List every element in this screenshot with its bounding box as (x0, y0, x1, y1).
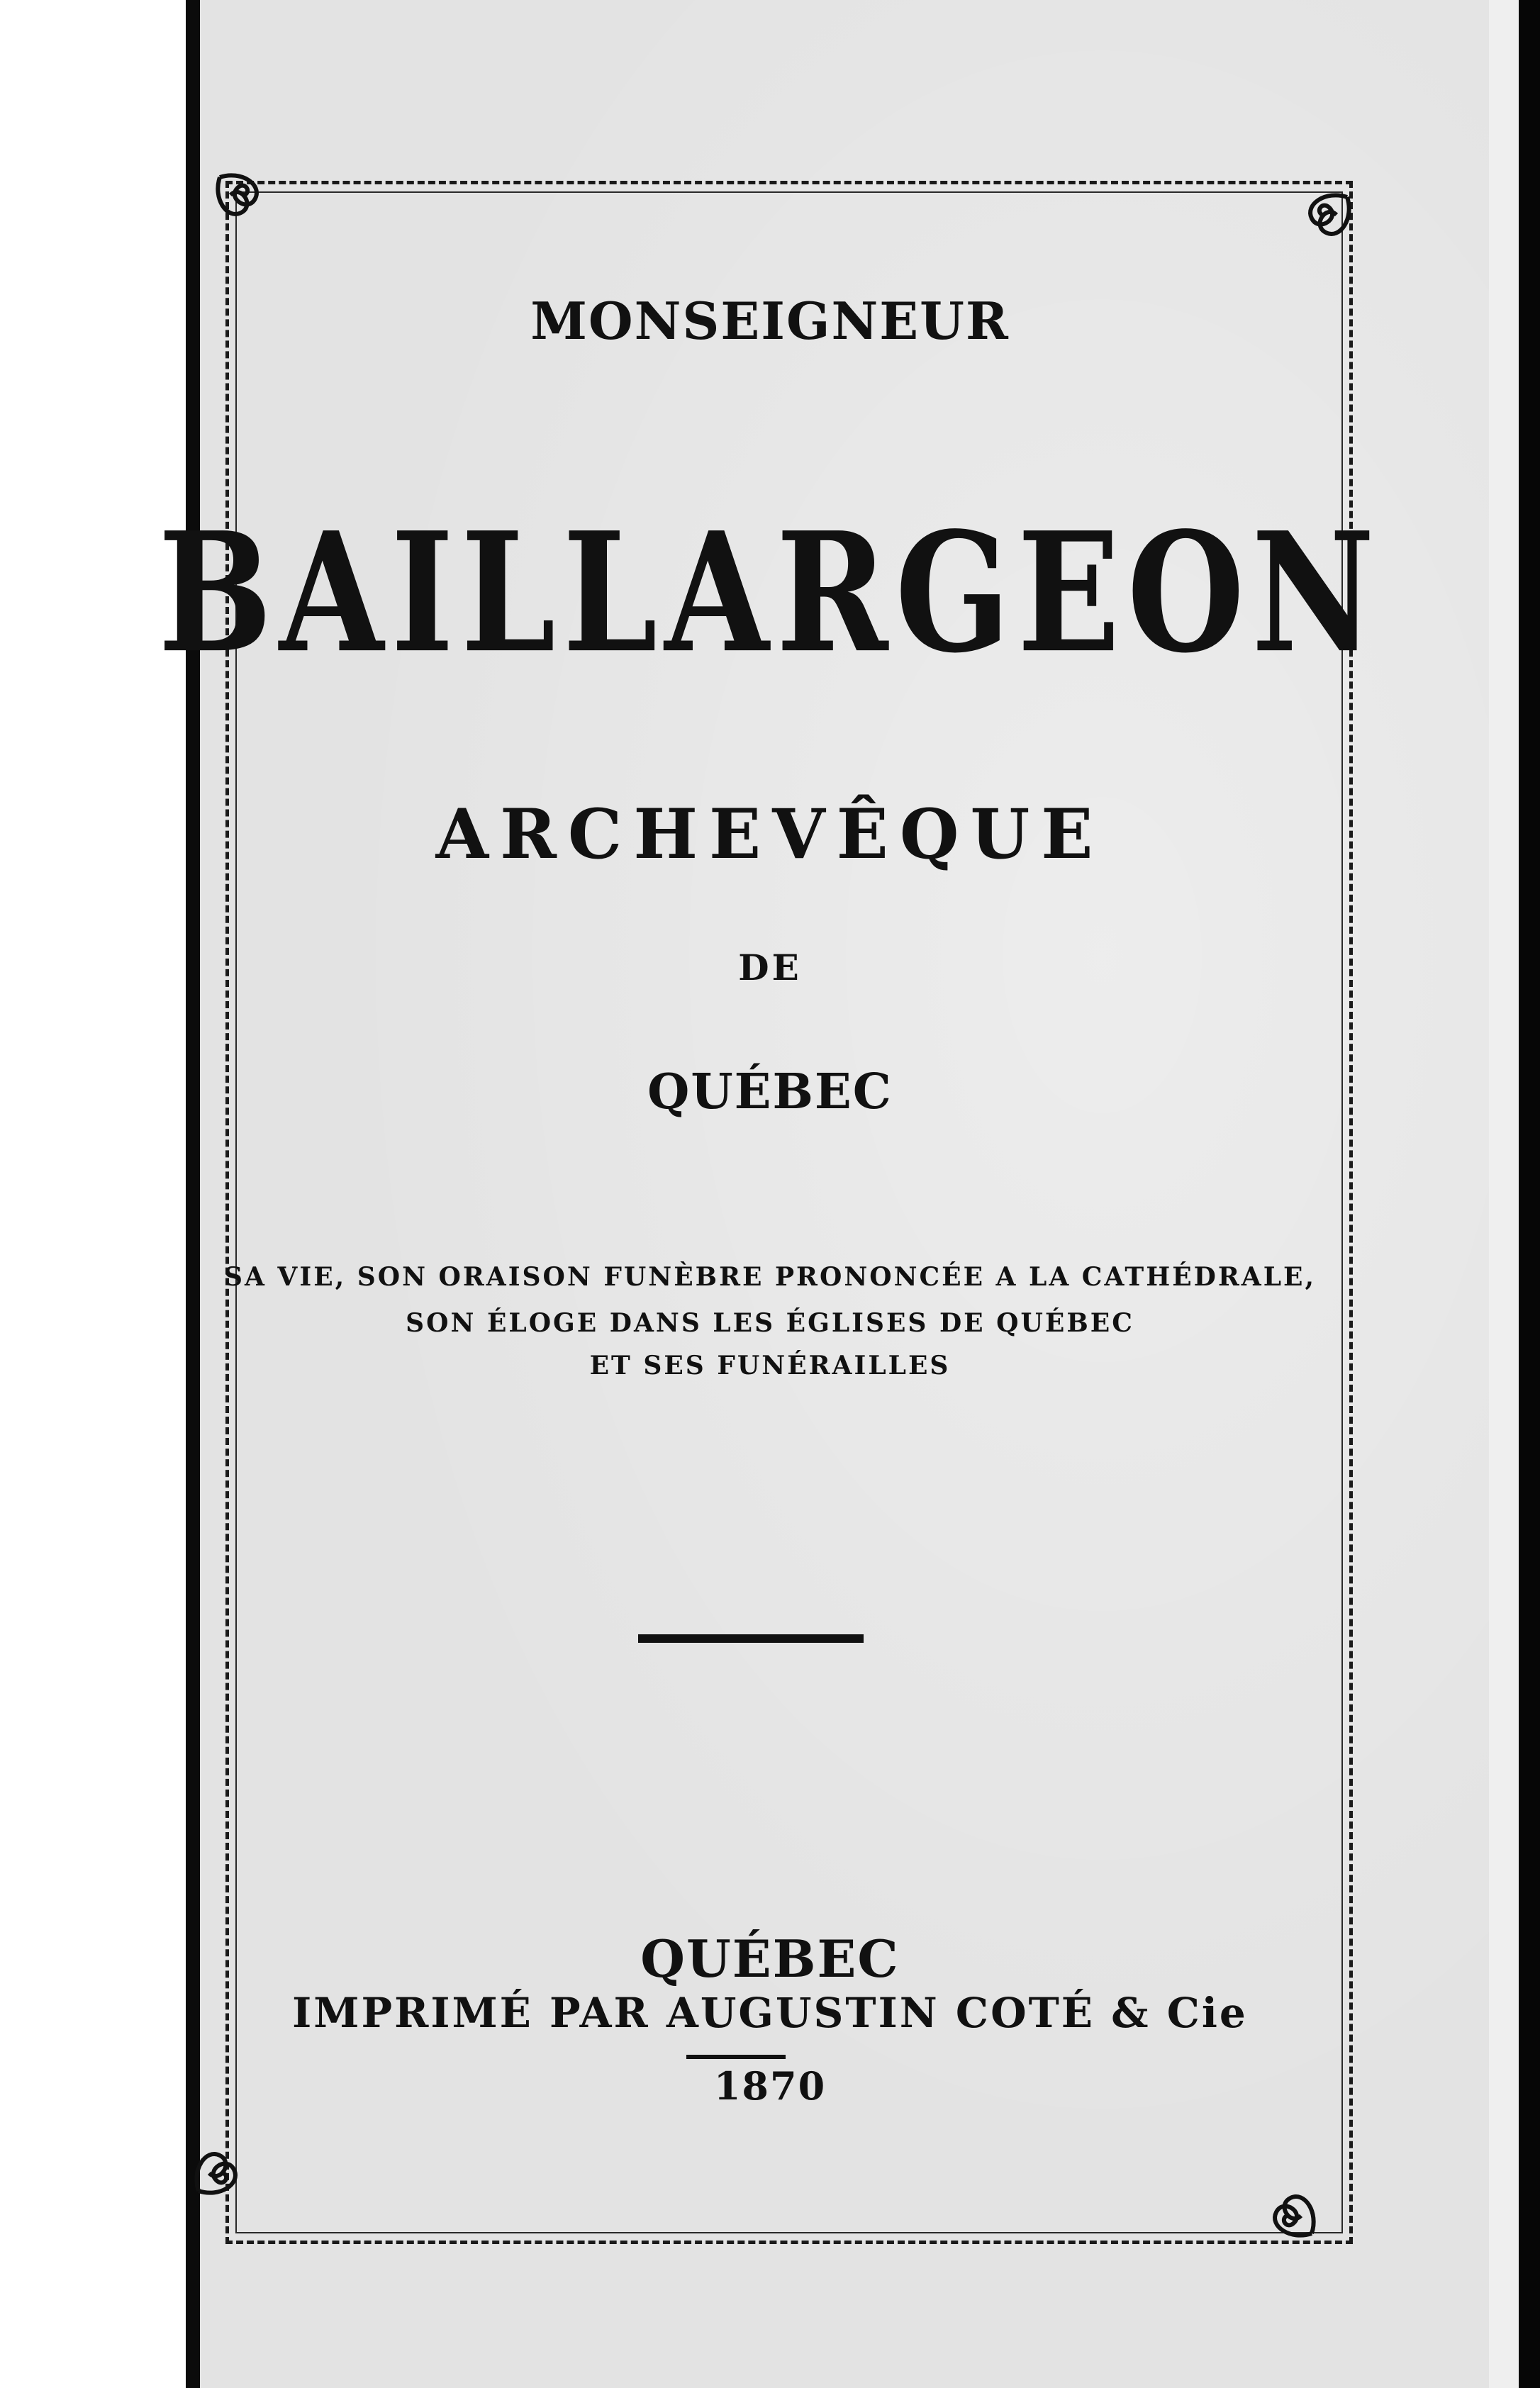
subtitle-line: ET SES FUNÉRAILLES (589, 1351, 951, 1380)
imprint-printer: IMPRIMÉ PAR AUGUSTIN COTÉ & Cie (292, 1989, 1248, 2037)
see-name: QUÉBEC (647, 1064, 893, 1120)
subtitle-line: SON ÉLOGE DANS LES ÉGLISES DE QUÉBEC (406, 1308, 1134, 1338)
imprint-city: QUÉBEC (640, 1929, 900, 1989)
preposition: DE (738, 947, 802, 988)
subject-name: BAILLARGEON (158, 496, 1382, 690)
honorific: MONSEIGNEUR (530, 291, 1010, 351)
year-rule (686, 2055, 786, 2059)
corner-ornament-icon (1283, 190, 1354, 261)
office-title: ARCHEVÊQUE (435, 794, 1105, 874)
divider-rule (638, 1634, 864, 1643)
publication-year: 1870 (713, 2063, 827, 2109)
subtitle-line: SA VIE, SON ORAISON FUNÈBRE PRONONCÉE A LA CATHÉDRALE, (223, 1262, 1317, 1292)
corner-ornament-icon (191, 2127, 262, 2198)
corner-ornament-icon (1248, 2170, 1319, 2241)
corner-ornament-icon (213, 170, 284, 241)
